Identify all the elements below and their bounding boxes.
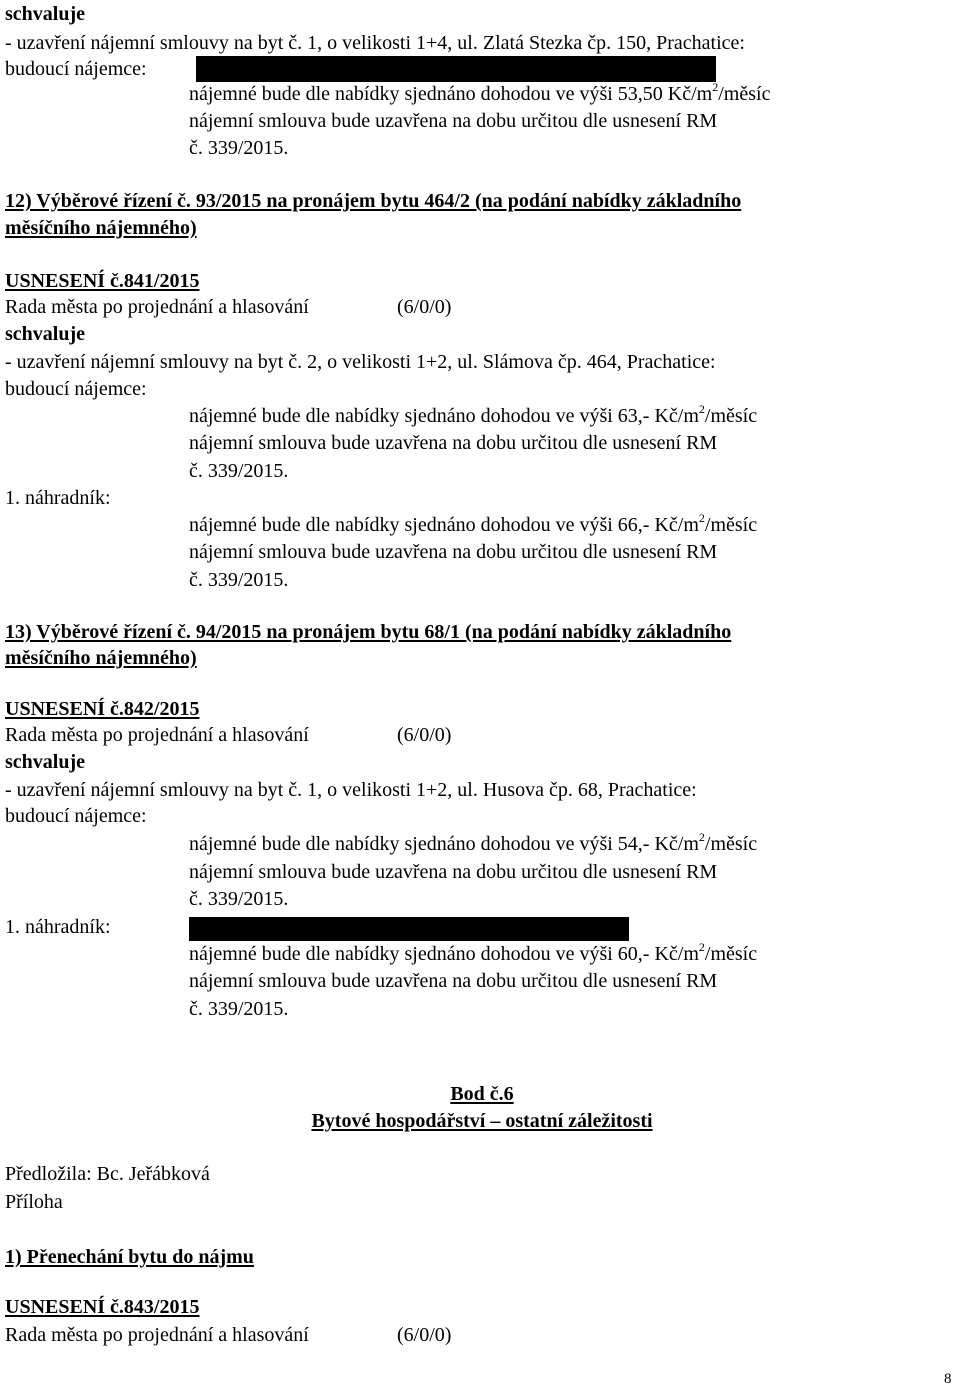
contract-13-2: nájemní smlouva bude uzavřena na dobu určitou dle usnesení RM <box>189 970 718 992</box>
section-12-heading-2: měsíčního nájemného) <box>5 217 197 239</box>
rent-13-2: nájemné bude dle nabídky sjednáno dohodou ve výši 60,- $Kč/m^2$/měsíc <box>189 940 758 965</box>
schvaluje-top: schvaluje <box>5 3 85 25</box>
item-12: - uzavření nájemní smlouvy na byt č. 2, o velikosti 1+2, ul. Slámova čp. 464, Prachatice: <box>5 351 716 373</box>
vote-13: (6/0/0) <box>397 724 452 746</box>
ref-13-2: č. 339/2015. <box>189 998 289 1020</box>
redaction-bar <box>196 56 716 82</box>
item-1-heading: 1) Přenechání bytu do nájmu <box>5 1246 254 1268</box>
rent-12-1: nájemné bude dle nabídky sjednáno dohodou ve výši 63,- $Kč/m^2$/měsíc <box>189 402 758 427</box>
budouci-label-12: budoucí nájemce: <box>5 378 147 400</box>
budouci-label-13: budoucí nájemce: <box>5 805 147 827</box>
vote-12: (6/0/0) <box>397 296 452 318</box>
nahradnik-12: 1. náhradník: <box>5 487 111 509</box>
schvaluje-13: schvaluje <box>5 751 85 773</box>
item-top: - uzavření nájemní smlouvy na byt č. 1, o velikosti 1+4, ul. Zlatá Stezka čp. 150, Prachatice: <box>5 32 745 54</box>
usneseni-843: USNESENÍ č.843/2015 <box>5 1296 200 1318</box>
redaction-bar <box>189 917 629 941</box>
schvaluje-12: schvaluje <box>5 323 85 345</box>
item-13: - uzavření nájemní smlouvy na byt č. 1, o velikosti 1+2, ul. Husova čp. 68, Prachatice: <box>5 779 697 801</box>
bod-title: Bod č.6 <box>450 1083 514 1105</box>
ref-12-1: č. 339/2015. <box>189 460 289 482</box>
rada-text-12: Rada města po projednání a hlasování <box>5 296 309 318</box>
usneseni-841: USNESENÍ č.841/2015 <box>5 270 200 292</box>
rent-top: nájemné bude dle nabídky sjednáno dohodou ve výši 53,50 $Kč/m^2$/měsíc <box>189 80 771 105</box>
contract-13-1: nájemní smlouva bude uzavřena na dobu určitou dle usnesení RM <box>189 861 718 883</box>
section-13-heading-2: měsíčního nájemného) <box>5 647 197 669</box>
section-13-heading-1: 13) Výběrové řízení č. 94/2015 na pronájem bytu 68/1 (na podání nabídky základního <box>5 621 732 643</box>
budouci-label-top: budoucí nájemce: <box>5 58 147 80</box>
page-number: 8 <box>944 1371 952 1387</box>
contract-12-1: nájemní smlouva bude uzavřena na dobu určitou dle usnesení RM <box>189 432 718 454</box>
priloha: Příloha <box>5 1191 63 1213</box>
nahradnik-13: 1. náhradník: <box>5 916 111 938</box>
rada-text-13: Rada města po projednání a hlasování <box>5 724 309 746</box>
predlozila: Předložila: Bc. Jeřábková <box>5 1163 210 1185</box>
contract-top: nájemní smlouva bude uzavřena na dobu určitou dle usnesení RM <box>189 110 718 132</box>
ref-12-2: č. 339/2015. <box>189 569 289 591</box>
ref-top: č. 339/2015. <box>189 137 289 159</box>
section-12-heading-1: 12) Výběrové řízení č. 93/2015 na pronájem bytu 464/2 (na podání nabídky základního <box>5 190 742 212</box>
rada-text-bod: Rada města po projednání a hlasování <box>5 1324 309 1346</box>
ref-13-1: č. 339/2015. <box>189 888 289 910</box>
bod-subtitle: Bytové hospodářství – ostatní záležitosti <box>311 1110 653 1132</box>
rent-12-2: nájemné bude dle nabídky sjednáno dohodou ve výši 66,- $Kč/m^2$/měsíc <box>189 511 758 536</box>
contract-12-2: nájemní smlouva bude uzavřena na dobu určitou dle usnesení RM <box>189 541 718 563</box>
vote-bod: (6/0/0) <box>397 1324 452 1346</box>
usneseni-842: USNESENÍ č.842/2015 <box>5 698 200 720</box>
rent-13-1: nájemné bude dle nabídky sjednáno dohodou ve výši 54,- $Kč/m^2$/měsíc <box>189 830 758 855</box>
